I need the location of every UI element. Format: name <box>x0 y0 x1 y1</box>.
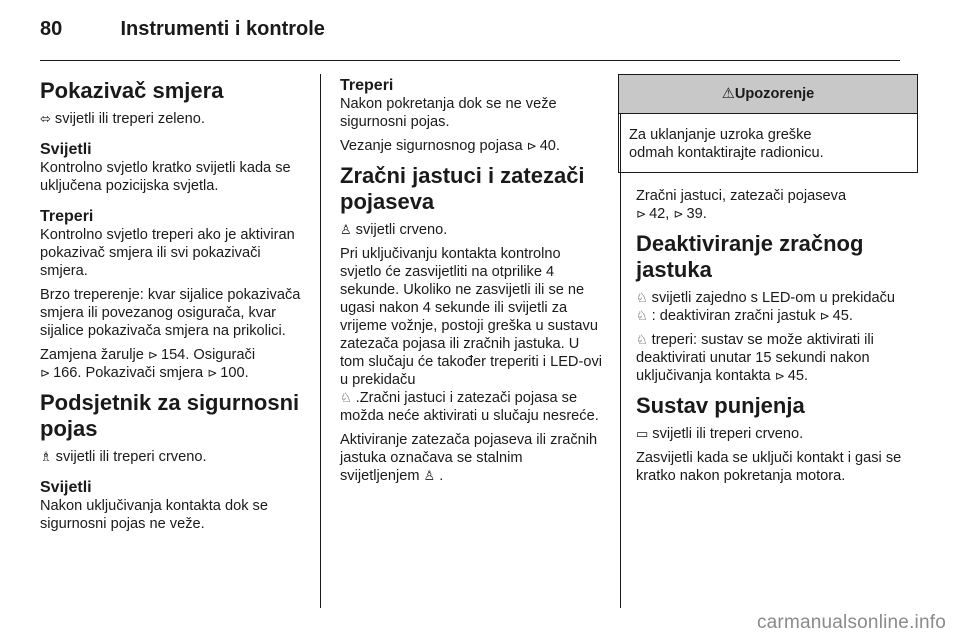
airbag-icon: ♙ <box>340 222 352 237</box>
warning-box <box>618 74 918 173</box>
airbag-icon: ♙ <box>423 468 436 483</box>
subheading-treperi: Treperi <box>40 208 94 225</box>
section-title-charging-system: Sustav punjenja <box>636 393 805 418</box>
paragraph-treperi-2: Nakon pokretanja dok se ne veže sigurnosni pojas. <box>340 96 557 130</box>
page-header <box>40 18 325 48</box>
airbag-intro: ♙ svijetli crveno. <box>340 222 448 238</box>
paragraph-zamjena: Zamjena žarulje ⊳ 154. Osigurači ⊳ 166. Pokazivači smjera ⊳ 100. <box>40 347 256 381</box>
airbag-off-icon: ♘ <box>636 332 648 347</box>
battery-icon: ▭ <box>636 426 649 441</box>
paragraph-airbag-refs: Zračni jastuci, zatezači pojaseva ⊳ 42, ⊳ 39. <box>636 188 847 222</box>
turn-signal-intro: ⬄ svijetli ili treperi zeleno. <box>40 111 205 127</box>
page-ref-icon: ⊳ <box>207 366 218 380</box>
page-ref-link[interactable]: 45 <box>787 368 805 384</box>
airbag-off-icon: ♘ <box>636 308 648 323</box>
page-ref-icon: ⊳ <box>673 207 684 221</box>
page-ref-icon: ⊳ <box>819 309 830 323</box>
page-ref-link[interactable]: 100 <box>220 365 245 381</box>
subheading-svijetli: Svijetli <box>40 141 92 158</box>
page-ref-link[interactable]: 39 <box>686 206 703 222</box>
subheading-svijetli-2: Svijetli <box>40 479 92 496</box>
watermark: carmanualsonline.info <box>756 612 946 633</box>
page-ref-icon: ⊳ <box>40 366 51 380</box>
airbag-off-icon: ♘ <box>340 390 352 405</box>
section-title-turn-signal: Pokazivač smjera <box>40 78 224 103</box>
turn-signal-icon: ⬄ <box>40 111 51 126</box>
page-ref-icon: ⊳ <box>147 348 158 362</box>
subheading-treperi-2: Treperi <box>340 77 394 94</box>
seatbelt-intro: ♗ svijetli ili treperi crveno. <box>40 449 207 465</box>
page-ref-link[interactable]: 40 <box>539 138 556 154</box>
page-ref-link[interactable]: 166 <box>53 365 78 381</box>
paragraph-ukljucivanju: Pri uključivanju kontakta kontrolno svjetlo će zasvijetliti na otprilike 4 sekunde. Ukoliko ne zasvijetli ili se ne ugasi nakon 4 sekunde ili svijetli za vrijeme vožnje, postoji greška u sustavu zatezača pojasa ili zračnih jastuka. U tom slučaju će također treperiti i LED-ovi u prekidaču ♘ .Zračni jastuci i zatezači pojasa se možda neće aktivirati u slučaju nesreće. <box>340 246 602 424</box>
paragraph-svijetli-2: Nakon uključivanja kontakta dok se sigurnosni pojas ne veže. <box>40 498 268 532</box>
section-title-seatbelt: Podsjetnik za sigurnosni pojas <box>40 390 300 441</box>
paragraph-vezanje: Vezanje sigurnosnog pojasa ⊳ 40. <box>340 138 560 154</box>
column-3 <box>629 74 902 491</box>
paragraph-svijetli: Kontrolno svjetlo kratko svijetli kada se uključena pozicijska svjetla. <box>40 160 291 194</box>
page-ref-icon: ⊳ <box>526 139 537 153</box>
header-divider <box>40 60 900 61</box>
warning-icon: ⚠ <box>721 86 735 102</box>
page-ref-link[interactable]: 45 <box>832 308 849 324</box>
section-title-airbag-deactivation: Deaktiviranje zračnog jastuka <box>636 231 864 282</box>
page-ref-link[interactable]: 42 <box>649 206 666 222</box>
section-title-airbags: Zračni jastuci i zatezači pojaseva <box>340 163 585 214</box>
airbag-off-icon: ♘ <box>636 290 648 305</box>
page-ref-link[interactable]: 154 <box>160 347 186 363</box>
warning-body: Za uklanjanje uzroka greške odmah kontaktirajte radionicu. <box>629 127 824 161</box>
column-divider-1 <box>320 74 321 608</box>
page-ref-icon: ⊳ <box>636 207 647 221</box>
paragraph-zasvijetli: Zasvijetli kada se uključi kontakt i gasi se kratko nakon pokretanja motora. <box>636 450 902 484</box>
seatbelt-icon: ♗ <box>40 449 52 464</box>
page-heading: Instrumenti i kontrole <box>120 18 325 40</box>
paragraph-deakt-2: ♘ treperi: sustav se može aktivirati ili deaktivirati unutar 15 sekundi nakon uključivanja kontakta ⊳ 45. <box>636 332 874 384</box>
paragraph-treperi: Kontrolno svjetlo treperi ako je aktiviran pokazivač smjera ili svi pokazivači smjera. <box>40 227 295 279</box>
charging-intro: ▭ svijetli ili treperi crveno. <box>636 426 804 442</box>
warning-title: Upozorenje <box>734 86 815 102</box>
paragraph-deakt-1: ♘ svijetli zajedno s LED-om u prekidaču ♘ : deaktiviran zračni jastuk ⊳ 45. <box>636 290 895 324</box>
page-ref-icon: ⊳ <box>774 369 785 383</box>
paragraph-aktiviranje: Aktiviranje zatezača pojaseva ili zračnih jastuka označava se stalnim svijetljenjem ♙ . <box>340 432 598 484</box>
warning-header <box>619 75 917 114</box>
paragraph-brzo: Brzo treperenje: kvar sijalice pokazivača smjera ili povezanog osigurača, kvar sijalice pokazivača smjera na prikolici. <box>40 287 301 339</box>
page-number: 80 <box>40 18 63 40</box>
column-2 <box>340 74 606 491</box>
column-1 <box>40 74 304 539</box>
